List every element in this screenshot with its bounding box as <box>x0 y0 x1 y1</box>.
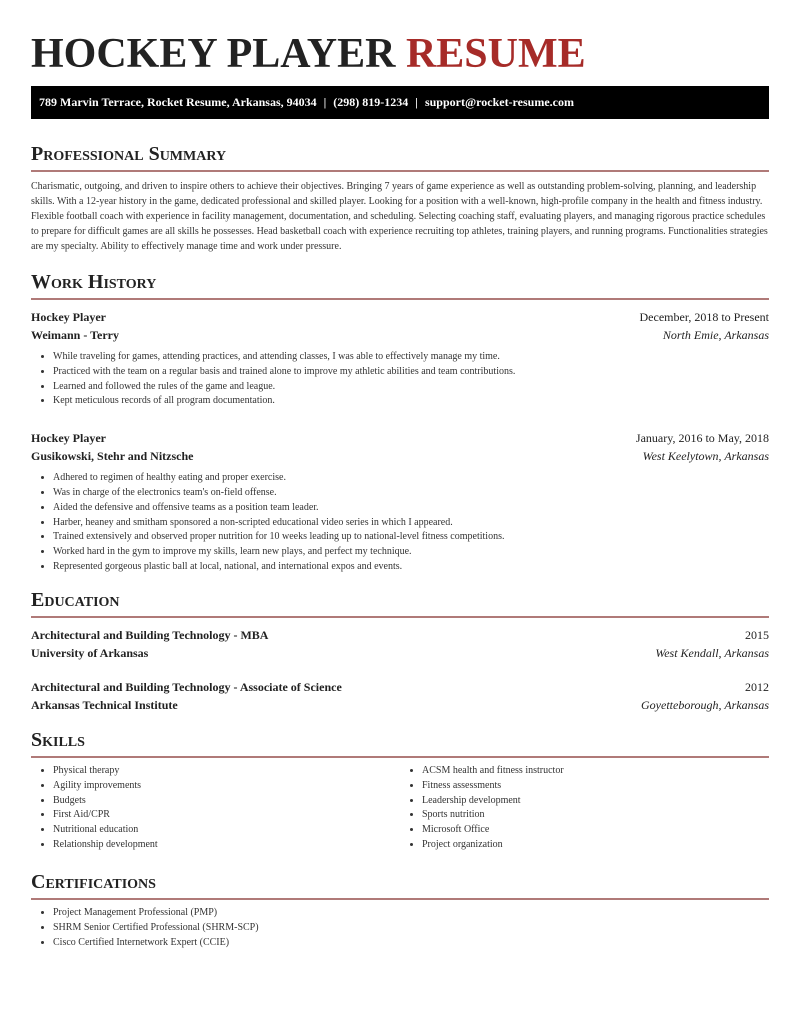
graduation-year: 2015 <box>745 628 769 642</box>
contact-bar <box>31 86 769 119</box>
resume-title <box>31 33 769 75</box>
certification-item: • Project Management Professional (PMP) <box>53 906 769 921</box>
bullet-item: • Adhered to regimen of healthy eating and proper exercise. <box>53 471 769 486</box>
degree: Architectural and Building Technology - Associate of Science <box>31 680 342 694</box>
title-main: HOCKEY PLAYER <box>31 31 396 77</box>
job-title: Hockey Player <box>31 431 106 446</box>
divider <box>31 298 769 300</box>
contact-phone: (298) 819-1234 <box>333 95 409 109</box>
certification-item: • Cisco Certified Internetwork Expert (CCIE) <box>53 936 769 951</box>
certifications-list <box>31 906 769 950</box>
divider <box>31 170 769 172</box>
separator: | <box>415 95 418 109</box>
job-entry <box>31 429 769 575</box>
section-heading: Work History <box>31 271 157 293</box>
section-heading: Certifications <box>31 871 156 893</box>
school: University of Arkansas <box>31 646 149 660</box>
work-section <box>31 270 769 575</box>
bullet-item: • Trained extensively and observed proper nutrition for 10 weeks leading up to national-level fitness competitions. <box>53 530 769 545</box>
entry-row <box>31 447 769 465</box>
entry-row <box>31 326 769 344</box>
entry-row <box>31 678 769 696</box>
bullet-item: • Practiced with the team on a regular basis and trained alone to improve my athletic abilities and team contributions. <box>53 365 769 380</box>
entry-row <box>31 429 769 447</box>
contact-email[interactable]: support@rocket-resume.com <box>424 95 574 109</box>
job-location: West Keelytown, Arkansas <box>642 449 769 464</box>
school-location: Goyetteborough, Arkansas <box>641 698 769 712</box>
entry-row <box>31 644 769 662</box>
education-section <box>31 588 769 714</box>
job-company: Gusikowski, Stehr and Nitzsche <box>31 449 194 464</box>
skill-item: • Agility improvements <box>53 779 400 794</box>
job-dates: December, 2018 to Present <box>639 310 769 324</box>
entry-row <box>31 696 769 714</box>
section-heading: Professional Summary <box>31 143 227 165</box>
contact-address: 789 Marvin Terrace, Rocket Resume, Arkansas, 94034 <box>39 95 317 109</box>
entry-row <box>31 308 769 326</box>
school: Arkansas Technical Institute <box>31 698 178 712</box>
skill-item: • Relationship development <box>53 838 400 853</box>
school-location: West Kendall, Arkansas <box>655 646 769 660</box>
job-entry <box>31 308 769 409</box>
title-accent: RESUME <box>405 31 586 77</box>
bullet-item: • Learned and followed the rules of the game and league. <box>53 380 769 395</box>
skill-item: • Budgets <box>53 794 400 809</box>
skill-item: • ACSM health and fitness instructor <box>422 764 769 779</box>
skills-list-left <box>31 764 400 853</box>
job-title: Hockey Player <box>31 310 106 324</box>
bullet-item: • Worked hard in the gym to improve my skills, learn new plays, and perfect my technique. <box>53 545 769 560</box>
skills-list-right <box>400 764 769 853</box>
degree: Architectural and Building Technology - MBA <box>31 628 269 642</box>
skill-item: • Fitness assessments <box>422 779 769 794</box>
bullet-item: • Was in charge of the electronics team's on-field offense. <box>53 486 769 501</box>
education-entry <box>31 626 769 662</box>
bullet-item: • Aided the defensive and offensive teams as a position team leader. <box>53 501 769 516</box>
skill-item: • Nutritional education <box>53 823 400 838</box>
job-company: Weimann - Terry <box>31 328 120 342</box>
job-bullets <box>31 350 769 409</box>
entry-row <box>31 626 769 644</box>
separator: | <box>323 95 327 109</box>
skill-item: • Project organization <box>422 838 769 853</box>
job-dates: January, 2016 to May, 2018 <box>635 431 769 446</box>
graduation-year: 2012 <box>745 680 769 694</box>
divider <box>31 616 769 618</box>
skill-item: • Leadership development <box>422 794 769 809</box>
section-heading: Skills <box>31 729 85 751</box>
bullet-item: • Represented gorgeous plastic ball at local, national, and international expos and events. <box>53 560 769 575</box>
skills-section <box>31 728 769 853</box>
summary-text: Charismatic, outgoing, and driven to inspire others to achieve their objectives. Bringing 7 years of game experience as well as outstanding problem-solving, planning, and leadership skills. With a 12-year history in the game, dedicated professional and skilled player. Looking for a position with a well-known, high-profile company in the health and fitness industry. Flexible football coach with experience in facility management, documentation, and scheduling. Selecting coaching staff, evaluating players, and managing rigorous practice schedules to prepare for difficult games are all skills he possesses. Head basketball coach with experience recruiting top athletes, training players, and running programs. Functionalities strategies are my specialty. Ability to effectively manage time and work under pressure. <box>31 181 768 252</box>
certifications-section <box>31 870 769 950</box>
summary-section <box>31 142 769 254</box>
skill-item: • Microsoft Office <box>422 823 769 838</box>
skill-item: • Physical therapy <box>53 764 400 779</box>
job-bullets <box>31 471 769 575</box>
bullet-item: • Harber, heaney and smitham sponsored a non-scripted educational video series in which I appeared. <box>53 516 769 531</box>
education-entry <box>31 678 769 714</box>
skill-item: • First Aid/CPR <box>53 808 400 823</box>
bullet-item: • Kept meticulous records of all program documentation. <box>53 394 769 409</box>
divider <box>31 898 769 900</box>
skill-item: • Sports nutrition <box>422 808 769 823</box>
certification-item: • SHRM Senior Certified Professional (SHRM-SCP) <box>53 921 769 936</box>
bullet-item: • While traveling for games, attending practices, and attending classes, I was able to effectively manage my time. <box>53 350 769 365</box>
job-location: North Emie, Arkansas <box>662 328 769 342</box>
section-heading: Education <box>31 589 120 611</box>
